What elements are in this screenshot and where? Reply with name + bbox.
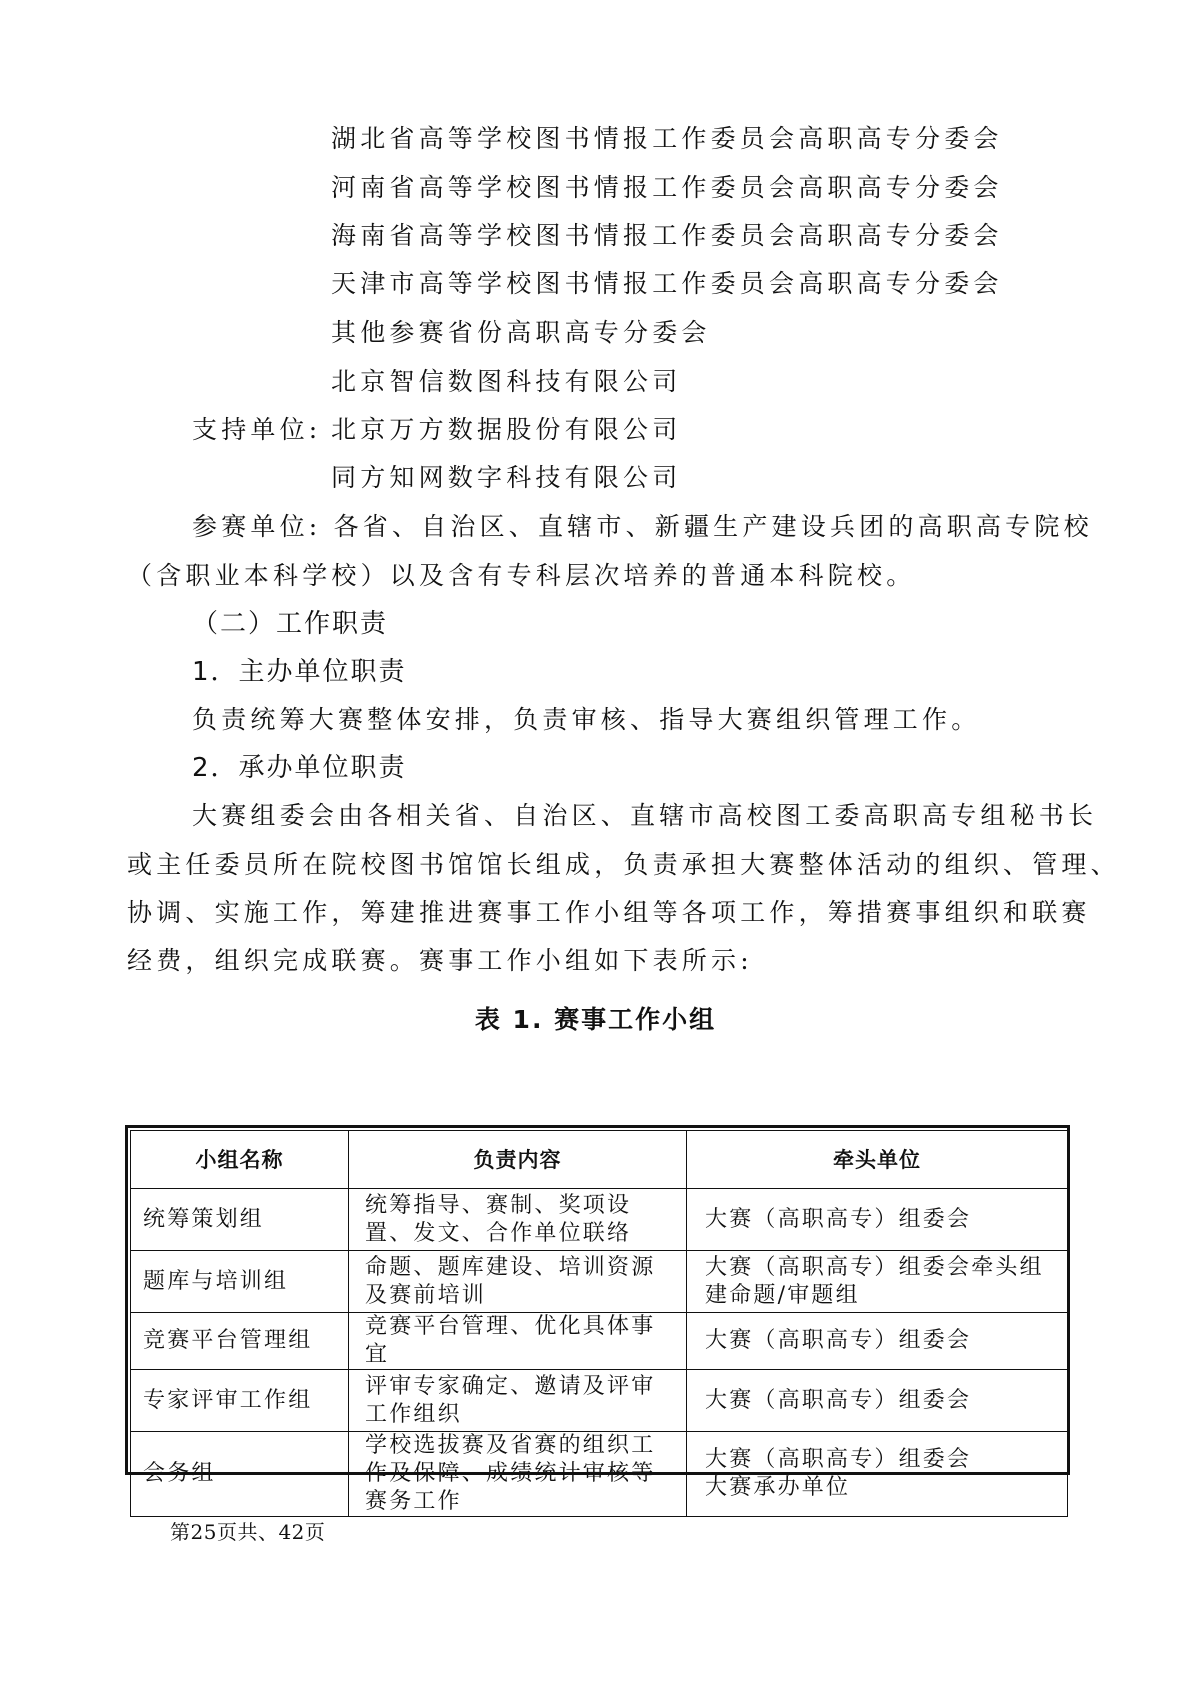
column-header: 负责内容 — [349, 1131, 687, 1189]
table-row — [131, 1313, 1068, 1370]
lead-unit-cell: 大赛（高职高专）组委会 — [687, 1189, 1068, 1251]
organizer-line: 河南省高等学校图书情报工作委员会高职高专分委会 — [331, 173, 1003, 202]
organizer-line: 海南省高等学校图书情报工作委员会高职高专分委会 — [331, 221, 1003, 250]
duty2-text-line: 大赛组委会由各相关省、自治区、直辖市高校图工委高职高专组秘书长 — [192, 801, 1098, 830]
content-cell: 学校选拔赛及省赛的组织工作及保障、成绩统计审核等赛务工作 — [349, 1432, 687, 1517]
page-footer: 第25页共、42页 — [170, 1520, 326, 1544]
column-header: 小组名称 — [131, 1131, 349, 1189]
duty2-text-line: 协调、实施工作，筹建推进赛事工作小组等各项工作，筹措赛事组织和联赛 — [127, 898, 1091, 927]
group-name-cell: 专家评审工作组 — [131, 1370, 349, 1432]
duty2-text-line: 或主任委员所在院校图书馆馆长组成，负责承担大赛整体活动的组织、管理、 — [127, 850, 1120, 879]
support-label: 支持单位: — [192, 415, 322, 444]
table-row — [131, 1370, 1068, 1432]
table-row — [131, 1251, 1068, 1313]
lead-unit-line: 大赛（高职高专）组委会 — [705, 1447, 972, 1472]
participants-line: 参赛单位: 各省、自治区、直辖市、新疆生产建设兵团的高职高专院校 — [192, 512, 1093, 541]
support-unit: 同方知网数字科技有限公司 — [331, 463, 682, 492]
participants-line: （含职业本科学校）以及含有专科层次培养的普通本科院校。 — [127, 561, 916, 590]
organizer-line: 其他参赛省份高职高专分委会 — [331, 318, 711, 347]
table-row — [131, 1432, 1068, 1517]
table-caption: 表 1. 赛事工作小组 — [474, 1005, 717, 1034]
duty1-text: 负责统筹大赛整体安排，负责审核、指导大赛组织管理工作。 — [192, 705, 981, 734]
lead-unit-cell: 大赛（高职高专）组委会牵头组建命题/审题组 — [687, 1251, 1068, 1313]
lead-unit-cell: 大赛（高职高专）组委会 — [687, 1370, 1068, 1432]
content-cell: 竞赛平台管理、优化具体事宜 — [349, 1313, 687, 1370]
content-cell: 评审专家确定、邀请及评审工作组织 — [349, 1370, 687, 1432]
organizer-line: 湖北省高等学校图书情报工作委员会高职高专分委会 — [331, 124, 1003, 153]
group-name-cell: 统筹策划组 — [131, 1189, 349, 1251]
duty2-text-line: 经费，组织完成联赛。赛事工作小组如下表所示: — [127, 946, 753, 975]
group-name-cell: 会务组 — [131, 1432, 349, 1517]
content-cell: 统筹指导、赛制、奖项设置、发文、合作单位联络 — [349, 1189, 687, 1251]
support-unit: 北京万方数据股份有限公司 — [331, 415, 682, 444]
group-name-cell: 竞赛平台管理组 — [131, 1313, 349, 1370]
organizer-line: 北京智信数图科技有限公司 — [331, 367, 682, 396]
column-header: 牵头单位 — [687, 1131, 1068, 1189]
work-group-table — [125, 1125, 1070, 1514]
table-header-row — [131, 1131, 1068, 1189]
lead-unit-line: 大赛承办单位 — [705, 1475, 851, 1500]
content-cell: 命题、题库建设、培训资源及赛前培训 — [349, 1251, 687, 1313]
lead-unit-cell — [687, 1432, 1068, 1517]
group-name-cell: 题库与培训组 — [131, 1251, 349, 1313]
section-title: （二）工作职责 — [192, 609, 389, 639]
lead-unit-cell: 大赛（高职高专）组委会 — [687, 1313, 1068, 1370]
organizer-line: 天津市高等学校图书情报工作委员会高职高专分委会 — [331, 269, 1003, 298]
duty1-heading: 1．主办单位职责 — [192, 657, 407, 687]
duty2-heading: 2．承办单位职责 — [192, 753, 407, 783]
table-row — [131, 1189, 1068, 1251]
